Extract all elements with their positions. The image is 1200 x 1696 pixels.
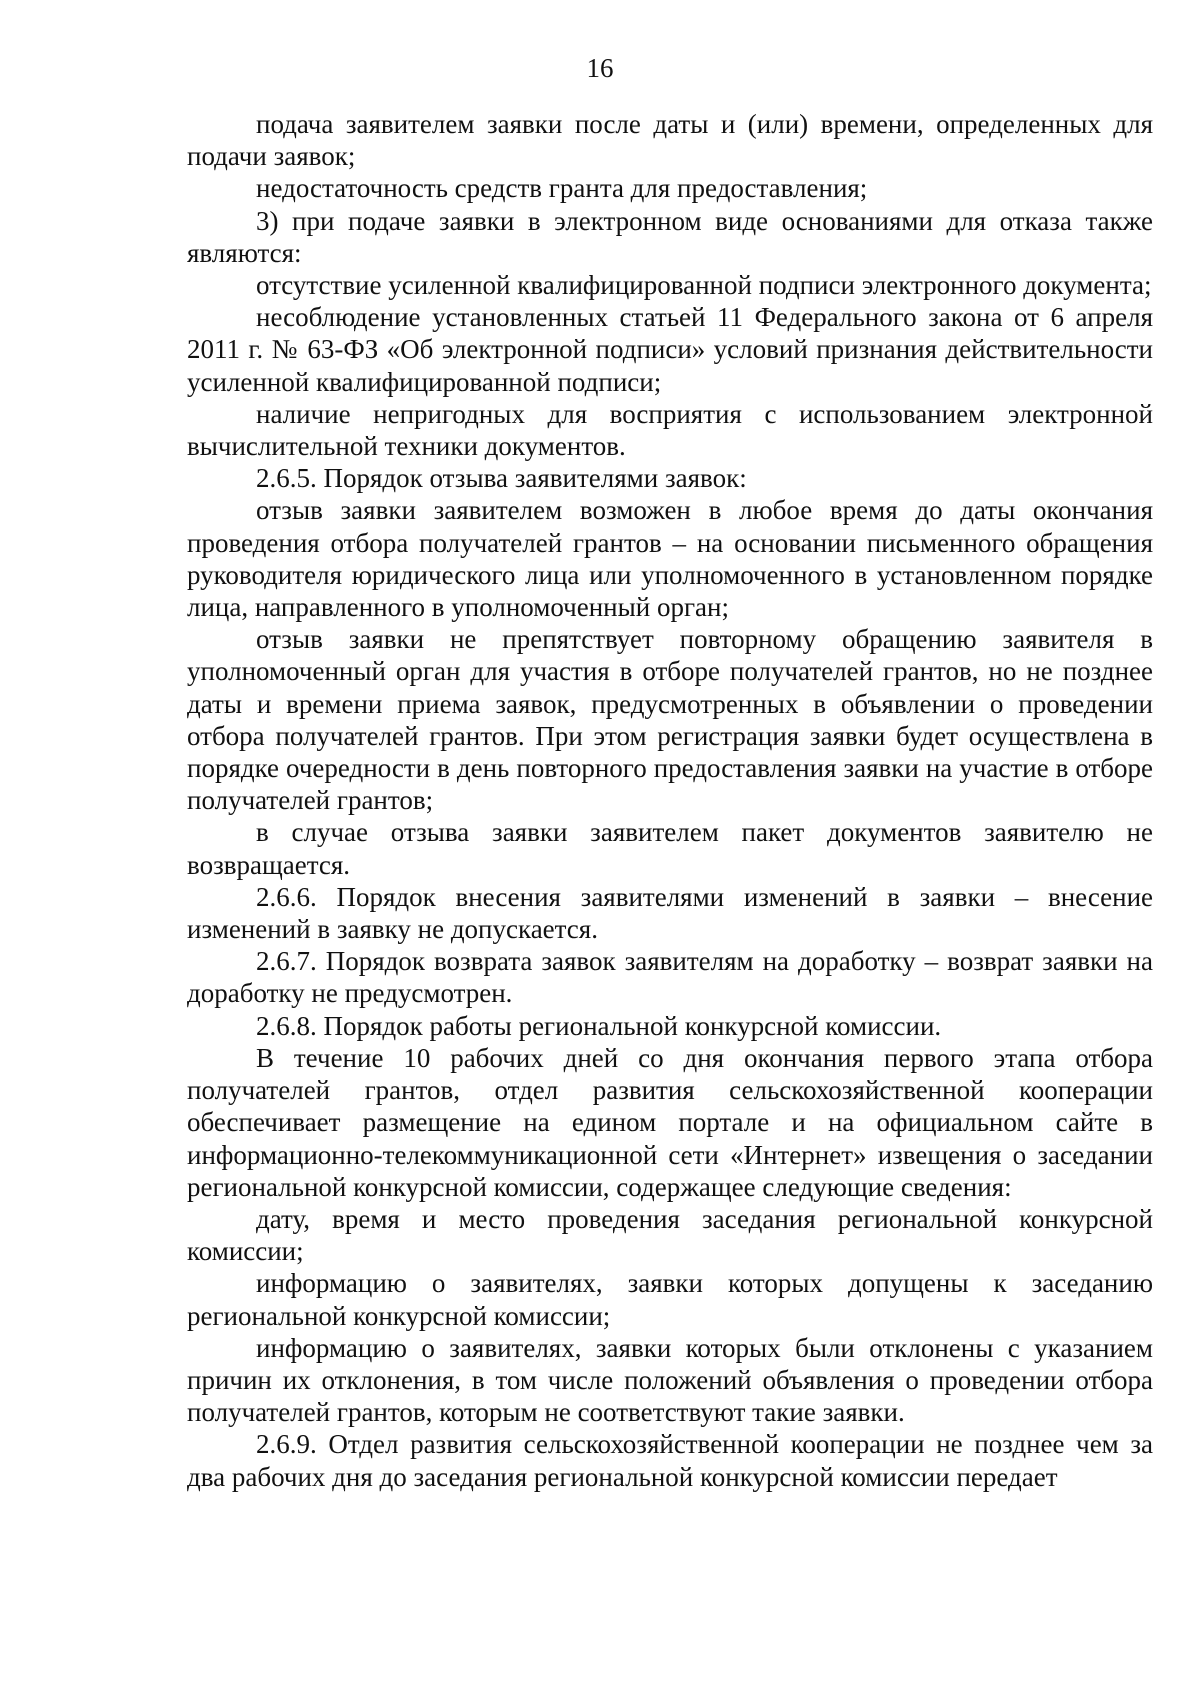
page-number: 16 xyxy=(586,53,614,83)
paragraph: отзыв заявки не препятствует повторному обращению заявителя в уполномоченный орган для участия в отборе получателей грантов, но не позднее даты и времени приема заявок, предусмотренных в объявлении о проведении отбора получателей грантов. При этом регистрация заявки будет осуществлена в порядке очередности в день повторного предоставления заявки на участие в отборе получателей грантов; xyxy=(187,624,1153,816)
paragraph: отсутствие усиленной квалифицированной подписи электронного документа; xyxy=(256,270,1152,301)
paragraph: подача заявителем заявки после даты и (или) времени, определенных для подачи заявок; xyxy=(187,109,1153,172)
paragraph: 3) при подаче заявки в электронном виде основаниями для отказа также являются: xyxy=(187,205,1153,268)
paragraph: информацию о заявителях, заявки которых были отклонены с указанием причин их отклонения, в том числе положений объявления о проведении отбора получателей грантов, которым не соответствуют такие заявки. xyxy=(187,1332,1153,1428)
paragraph: недостаточность средств гранта для предоставления; xyxy=(256,173,868,204)
paragraph: несоблюдение установленных статьей 11 Федерального закона от 6 апреля 2011 г. № 63-ФЗ «Об электронной подписи» условий признания действительности усиленной квалифицированной подписи; xyxy=(187,302,1153,397)
document-body xyxy=(187,108,1153,1493)
paragraph: в случае отзыва заявки заявителем пакет документов заявителю не возвращается. xyxy=(187,817,1153,880)
section-heading: 2.6.8. Порядок работы региональной конкурсной комиссии. xyxy=(256,1010,942,1041)
section-heading: 2.6.6. Порядок внесения заявителями изменений в заявки – внесение изменений в заявку не допускается. xyxy=(187,881,1153,945)
paragraph: В течение 10 рабочих дней со дня окончания первого этапа отбора получателей грантов, отдел развития сельскохозяйственной кооперации обеспечивает размещение на едином портале и на официальном сайте в информационно-телекоммуникационной сети «Интернет» извещения о заседании региональной конкурсной комиссии, содержащее следующие сведения: xyxy=(187,1042,1153,1202)
paragraph: отзыв заявки заявителем возможен в любое время до даты окончания проведения отбора получателей грантов – на основании письменного обращения руководителя юридического лица или уполномоченного в установленном порядке лица, направленного в уполномоченный орган; xyxy=(187,495,1153,623)
paragraph: наличие непригодных для восприятия с использованием электронной вычислительной техники документов. xyxy=(187,398,1153,462)
paragraph: информацию о заявителях, заявки которых допущены к заседанию региональной конкурсной комиссии; xyxy=(187,1268,1153,1331)
paragraph: дату, время и место проведения заседания региональной конкурсной комиссии; xyxy=(187,1203,1153,1267)
section-heading: 2.6.7. Порядок возврата заявок заявителям на доработку – возврат заявки на доработку не предусмотрен. xyxy=(187,946,1153,1009)
section-heading: 2.6.9. Отдел развития сельскохозяйственной кооперации не позднее чем за два рабочих дня до заседания региональной конкурсной комиссии передает xyxy=(187,1429,1153,1492)
section-heading: 2.6.5. Порядок отзыва заявителями заявок: xyxy=(256,463,747,494)
